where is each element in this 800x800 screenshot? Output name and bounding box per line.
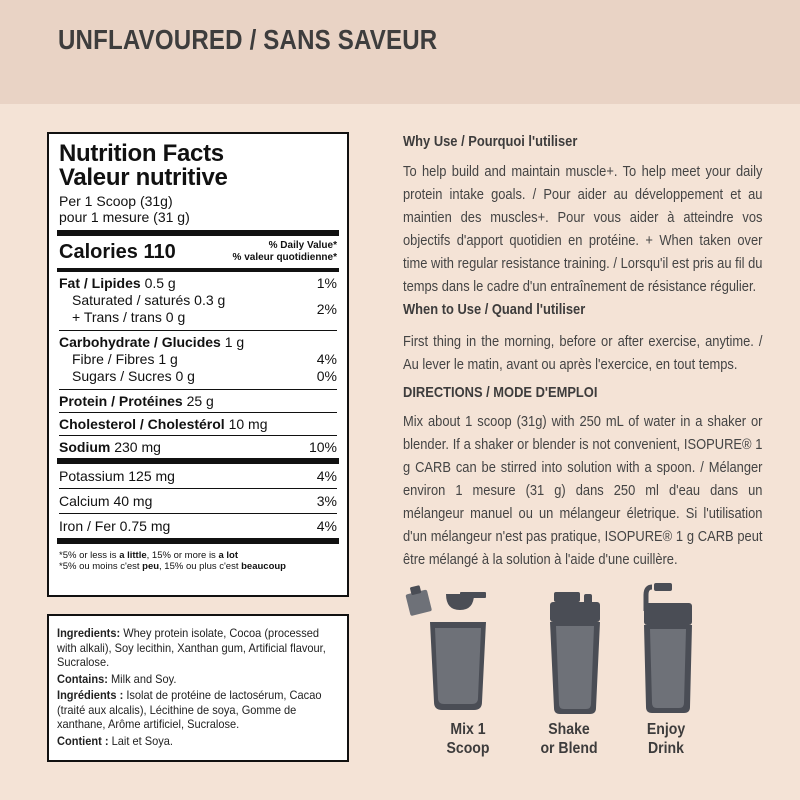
serving-size-fr: pour 1 mesure (31 g)	[59, 209, 190, 225]
fat-label: Fat / Lipides	[59, 275, 141, 291]
nutrition-title-fr: Valeur nutritive	[59, 164, 228, 191]
daily-value-header	[233, 240, 337, 264]
ingredients-en	[57, 626, 338, 670]
step-mix-line2: Scoop	[446, 740, 490, 757]
sodium-amount: 230 mg	[114, 439, 161, 455]
calcium-label: Calcium 40 mg	[59, 493, 153, 509]
why-use-heading: Why Use / Pourquoi l'utiliser	[403, 133, 578, 150]
cholesterol-label: Cholesterol / Cholestérol	[59, 416, 225, 432]
directions-text: Mix about 1 scoop (31g) with 250 mL of water in a shaker or blender. If a shaker or blender is not convenient, ISOPURE® 1 g CARB can be stirred into solution with a spoon. / Mélanger environ 1 mesure (31 g) dans 250 ml d'eau dans un mélangeur manuel ou un mélangeur életrique. Si l'utilisation d'un mélangeur n'est pas pratique, ISOPURE® 1 g CARB peut être mélangé à la solution à l'aide d'une cuillère.	[403, 413, 763, 568]
nutrient-row-cholesterol	[59, 413, 337, 435]
nutrient-row-carbohydrate	[59, 334, 337, 351]
fibre-label: Fibre / Fibres 1 g	[72, 351, 178, 367]
step-enjoy-line2: Drink	[648, 740, 684, 757]
nutrient-row-calcium	[59, 489, 337, 513]
fat-pct: 1%	[316, 275, 337, 291]
directions-heading: DIRECTIONS / MODE D'EMPLOI	[403, 384, 598, 401]
shaker-icon	[540, 592, 610, 716]
contient-fr	[57, 734, 338, 749]
saturated-trans-labels	[59, 292, 225, 326]
potassium-label: Potassium 125 mg	[59, 468, 175, 484]
carb-block	[59, 331, 337, 389]
ingredients-fr-text: Isolat de protéine de lactosérum, Cacao (traité aux alcalis), Lécithine de soya, Gomme de xanthane, Arôme artificiel, Sucralose.	[57, 688, 322, 731]
nutrition-facts-table	[47, 132, 349, 597]
contains-label: Contains:	[57, 671, 108, 686]
ingredients-fr-label: Ingrédients :	[57, 688, 124, 702]
sugars-pct: 0%	[316, 368, 337, 384]
why-use-text: To help build and maintain muscle+. To help meet your daily protein intake goals. / Pour aider au développement et au maintien des muscles+. Pour vous aider à atteindre vos objectifs d'apport quotidien en protéine. + When taken over time with regular resistance training. / Lorsqu'il est pris au fil du temps dans le cadre d'un entraînement de résistance régulier.	[403, 163, 763, 295]
nutrient-row-sodium	[59, 436, 337, 458]
when-to-use-text: First thing in the morning, before or after exercise, anytime. / Au lever le matin, avant ou après l'exercice, en tout temps.	[403, 333, 763, 373]
protein-label: Protein / Protéines	[59, 393, 183, 409]
sodium-pct: 10%	[308, 439, 337, 455]
nutrition-title-en: Nutrition Facts	[59, 140, 224, 167]
footnote	[59, 544, 337, 572]
sugars-label: Sugars / Sucres 0 g	[72, 368, 195, 384]
contains-text: Milk and Soy.	[107, 671, 177, 686]
ingredients-en-text: Whey protein isolate, Cocoa (processed with alkali), Soy lecithin, Xanthan gum, Artificial flavour, Sucralose.	[57, 626, 326, 669]
potassium-pct: 4%	[316, 468, 337, 484]
when-to-use-heading: When to Use / Quand l'utiliser	[403, 301, 586, 318]
ingredients-fr	[57, 688, 338, 732]
footnote-fr: *5% ou moins c'est peu, 15% ou plus c'est beaucoup	[59, 561, 286, 572]
bottle-icon	[640, 583, 700, 715]
fibre-pct: 4%	[316, 351, 337, 367]
fat-amount: 0.5 g	[144, 275, 176, 291]
step-label-enjoy	[631, 720, 701, 758]
daily-value-fr: % valeur quotidienne*	[232, 252, 337, 263]
nutrient-row-iron	[59, 514, 337, 538]
saturated-trans-pct: 2%	[316, 300, 337, 317]
serving-size-en: Per 1 Scoop (31g)	[59, 193, 173, 209]
step-mix-line1: Mix 1	[450, 721, 486, 738]
calcium-pct: 3%	[316, 493, 337, 509]
carb-amount: 1 g	[224, 334, 245, 350]
header-band	[0, 0, 800, 104]
carb-label: Carbohydrate / Glucides	[59, 334, 221, 350]
contient-text: Lait et Soya.	[108, 733, 173, 748]
step-shake-line2: or Blend	[540, 740, 598, 757]
iron-pct: 4%	[316, 518, 337, 534]
cholesterol-amount: 10 mg	[228, 416, 268, 432]
nutrient-row-sugars	[59, 368, 337, 385]
contient-label: Contient :	[57, 733, 109, 748]
scoop-shaker-icon	[400, 584, 495, 714]
nutrient-row-protein	[59, 390, 337, 412]
step-label-shake	[534, 720, 604, 758]
calories-label: Calories 110	[59, 240, 176, 263]
nutrient-row-saturated-trans	[59, 292, 337, 326]
nutrient-row-fat	[59, 275, 337, 292]
daily-value-en: % Daily Value*	[268, 240, 337, 251]
saturated-label: Saturated / saturés 0.3 g	[72, 292, 226, 308]
page-title: UNFLAVOURED / SANS SAVEUR	[58, 24, 438, 55]
nutrient-row-potassium	[59, 464, 337, 488]
ingredients-box	[47, 614, 349, 762]
fat-block	[59, 272, 337, 330]
protein-amount: 25 g	[186, 393, 214, 409]
nutrient-row-fibre	[59, 351, 337, 368]
step-label-mix	[433, 720, 503, 758]
sodium-label: Sodium	[59, 439, 111, 455]
footnote-en: *5% or less is a little, 15% or more is a lot	[59, 550, 238, 561]
iron-label: Iron / Fer 0.75 mg	[59, 518, 171, 534]
ingredients-en-label: Ingredients:	[57, 626, 121, 640]
step-enjoy-line1: Enjoy	[646, 721, 686, 738]
trans-label: + Trans / trans 0 g	[72, 309, 186, 325]
contains-en	[57, 672, 338, 687]
calories-row	[59, 236, 337, 268]
step-shake-line1: Shake	[548, 721, 590, 738]
